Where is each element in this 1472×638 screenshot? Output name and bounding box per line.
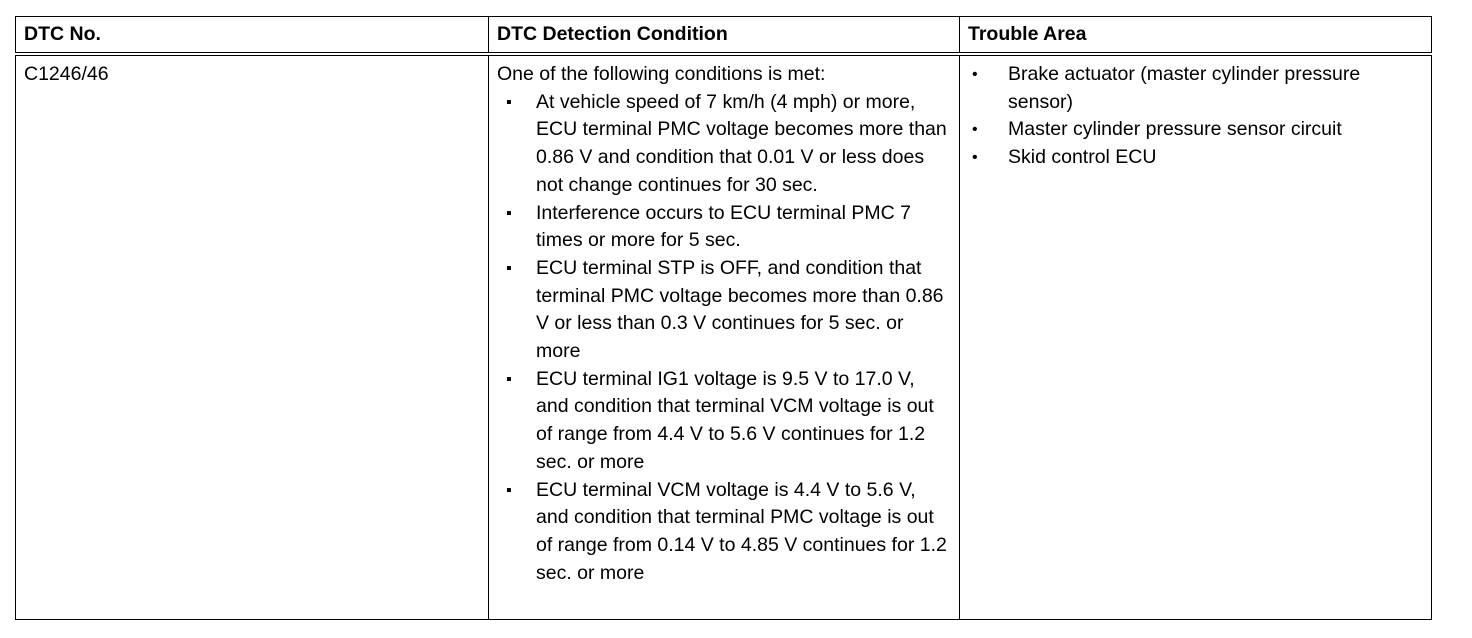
trouble-area-text: Master cylinder pressure sensor circuit [1008, 118, 1342, 141]
condition-intro: One of the following conditions is met: [497, 63, 826, 85]
condition-text: ECU terminal STP is OFF, and condition that terminal PMC voltage becomes more than 0.86 V or less than 0.3 V continues for 5 sec. or more [536, 256, 944, 363]
cell-detection-condition [489, 54, 960, 620]
list-item [497, 255, 951, 366]
condition-text: At vehicle speed of 7 km/h (4 mph) or more, ECU terminal PMC voltage becomes more than 0.86 V and condition that 0.01 V or less does not change continues for 30 sec. [536, 90, 947, 196]
condition-text: ECU terminal IG1 voltage is 9.5 V to 17.0 V, and condition that terminal VCM voltage is out of range from 4.4 V to 5.6 V continues for 1.2 sec. or more [536, 367, 934, 473]
bullet-icon: • [972, 149, 978, 167]
bullet-icon: ▪ [506, 204, 512, 222]
bullet-icon: • [972, 121, 978, 139]
header-dtc-no: DTC No. [16, 17, 489, 55]
bullet-icon: ▪ [506, 370, 512, 388]
list-item [497, 89, 951, 200]
trouble-area-text: Skid control ECU [1008, 146, 1157, 169]
condition-text: ECU terminal VCM voltage is 4.4 V to 5.6 V, and condition that terminal PMC voltage is out of range from 0.14 V to 4.85 V continues for 1.2 sec. or more [536, 478, 947, 584]
bullet-icon: ▪ [506, 481, 512, 499]
cell-dtc-no: C1246/46 [16, 54, 489, 620]
header-row [16, 17, 1432, 55]
list-item [968, 116, 1423, 144]
bullet-icon: • [972, 66, 978, 83]
header-trouble-area: Trouble Area [960, 17, 1432, 55]
condition-list [497, 89, 951, 588]
list-item [497, 366, 951, 477]
table-row [16, 54, 1432, 620]
condition-text: Interference occurs to ECU terminal PMC 7 times or more for 5 sec. [536, 201, 911, 252]
list-item [968, 61, 1423, 116]
trouble-area-text: Brake actuator (master cylinder pressure sensor) [1008, 63, 1361, 113]
dtc-table [15, 16, 1432, 620]
cell-trouble-area [960, 54, 1432, 620]
list-item [497, 200, 951, 255]
header-detection-condition: DTC Detection Condition [489, 17, 960, 55]
list-item [968, 144, 1423, 172]
list-item [497, 477, 951, 588]
bullet-icon: ▪ [506, 93, 512, 111]
bullet-icon: ▪ [506, 259, 512, 277]
trouble-area-list [968, 61, 1423, 172]
